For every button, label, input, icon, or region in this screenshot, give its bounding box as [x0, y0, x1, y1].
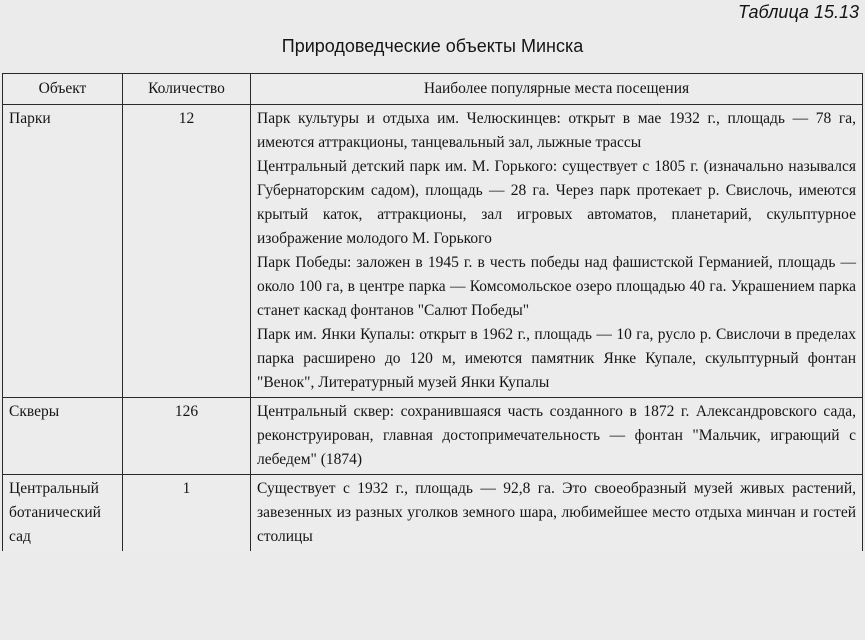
place-entry: Центральный сквер: сохранившаяся часть созданного в 1872 г. Александровского сада, реконструирован, главная достопримечательность — фонтан "Мальчик, играющий с лебедем" (1874) [257, 403, 856, 468]
object-cell: Скверы [3, 398, 123, 475]
quantity-cell: 1 [123, 475, 251, 552]
place-entry: Центральный детский парк им. М. Горького: существует с 1805 г. (изначально назывался Губернаторским садом), площадь — 28 га. Через парк протекает р. Свислочь, имеются крытый каток, аттракционы, зал игровых автоматов, планетарий, скульптурное изображение молодого М. Горького [257, 158, 856, 247]
place-entry: Парк им. Янки Купалы: открыт в 1962 г., площадь — 10 га, русло р. Свислочи в пределах парка расширено до 120 м, имеются памятник Янке Купале, скульптурный фонтан "Венок", Литературный музей Янки Купалы [257, 326, 856, 391]
column-header-object: Объект [3, 74, 123, 105]
place-entry: Существует с 1932 г., площадь — 92,8 га. Это своеобразный музей живых растений, завезенных из разных уголков земного шара, любимейшее место отдыха минчан и гостей столицы [257, 480, 856, 545]
table-row [3, 398, 863, 475]
place-entry: Парк Победы: заложен в 1945 г. в честь победы над фашистской Германией, площадь — около 100 га, в центре парка — Комсомольское озеро площадью 40 га. Украшением парка станет каскад фонтанов "Салют Победы" [257, 254, 856, 319]
table-row [3, 475, 863, 552]
table-number: Таблица 15.13 [737, 2, 859, 22]
place-entry: Парк культуры и отдыха им. Челюскинцев: открыт в мае 1932 г., площадь — 78 га, имеются аттракционы, танцевальный зал, лыжные трассы [257, 110, 856, 151]
places-cell [251, 398, 863, 475]
object-cell: Центральный ботанический сад [3, 475, 123, 552]
table-title: Природоведческие объекты Минска [281, 36, 584, 56]
column-header-quantity: Количество [123, 74, 251, 105]
header-row [3, 74, 863, 105]
quantity-cell: 12 [123, 105, 251, 398]
quantity-cell: 126 [123, 398, 251, 475]
nature-objects-table [2, 73, 863, 551]
places-cell [251, 105, 863, 398]
table-row [3, 105, 863, 398]
column-header-places: Наиболее популярные места посещения [251, 74, 863, 105]
object-cell: Парки [3, 105, 123, 398]
places-cell [251, 475, 863, 552]
